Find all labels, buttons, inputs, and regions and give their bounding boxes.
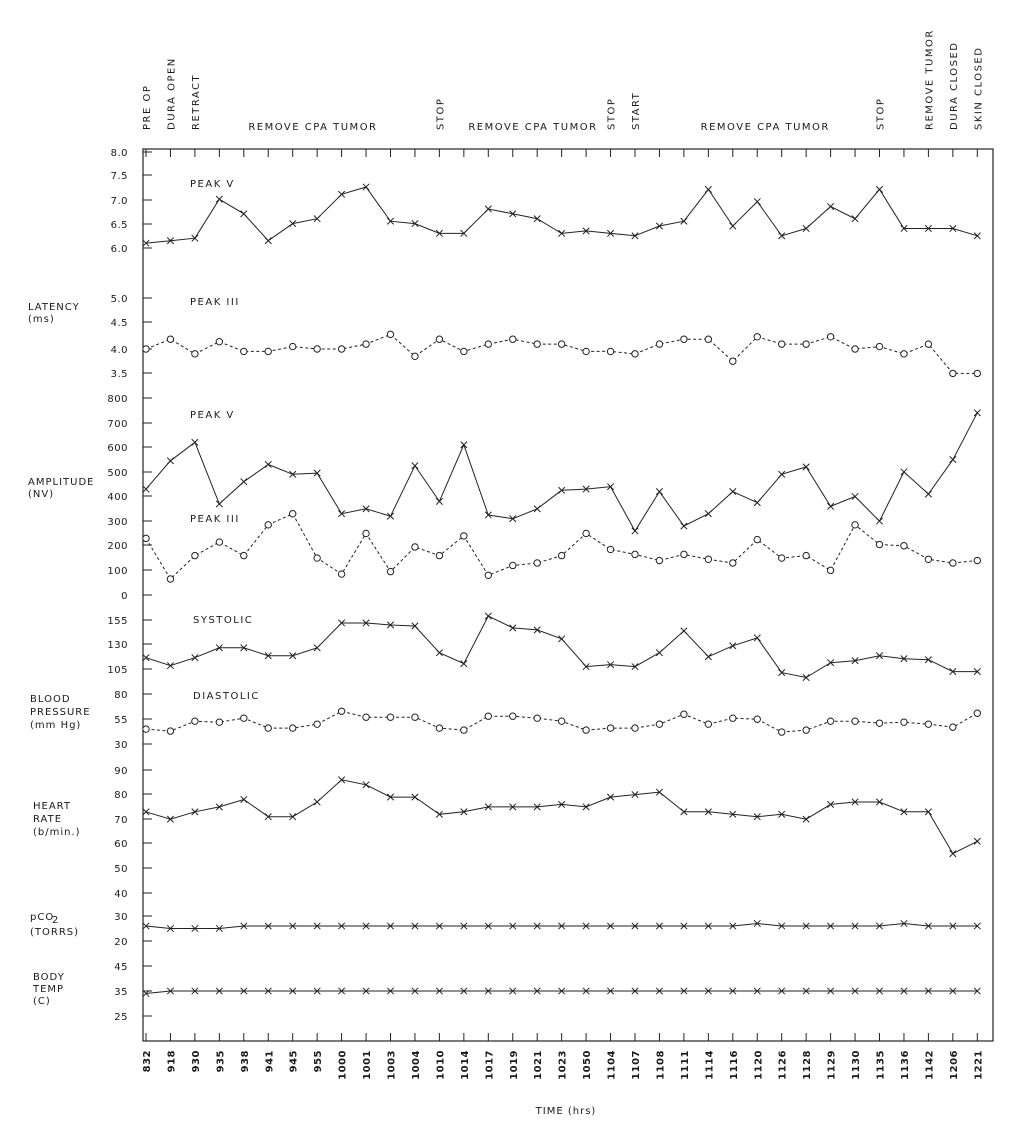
y-tick-label: 7.0 <box>110 196 128 207</box>
data-point-latency-1 <box>803 341 809 347</box>
x-tick-label: 1130 <box>851 1050 863 1080</box>
data-point-bp-1 <box>925 721 931 727</box>
data-point-latency-1 <box>265 348 271 354</box>
y-tick-label: 60 <box>114 839 128 850</box>
data-point-bp-1 <box>607 725 613 731</box>
x-tick-label: 1221 <box>973 1050 985 1080</box>
y-tick-label: 55 <box>114 715 128 726</box>
data-point-amplitude-1 <box>730 560 736 566</box>
data-point-amplitude-1 <box>363 530 369 536</box>
x-tick-label: 941 <box>264 1050 276 1073</box>
data-point-amplitude-1 <box>803 552 809 558</box>
data-point-latency-1 <box>632 351 638 357</box>
data-point-bp-1 <box>534 715 540 721</box>
y-tick-label: 70 <box>114 815 128 826</box>
x-tick-label: 945 <box>288 1050 300 1073</box>
series-label-amplitude-1: PEAK III <box>190 514 240 525</box>
x-tick-label: 1104 <box>606 1050 618 1080</box>
data-point-amplitude-1 <box>461 533 467 539</box>
x-tick-label: 1010 <box>435 1050 447 1080</box>
data-point-latency-1 <box>216 338 222 344</box>
event-label: SKIN CLOSED <box>973 46 985 130</box>
x-tick-label: 938 <box>239 1050 251 1073</box>
data-point-bp-1 <box>730 715 736 721</box>
y-tick-label: 155 <box>107 616 128 627</box>
x-tick-label: 1023 <box>557 1050 569 1080</box>
data-point-bp-1 <box>485 713 491 719</box>
y-axis-title-temp: TEMP <box>33 984 65 995</box>
event-label: REMOVE TUMOR <box>924 29 936 130</box>
data-point-bp-1 <box>436 725 442 731</box>
event-label: REMOVE CPA TUMOR <box>700 122 830 133</box>
data-point-bp-1 <box>876 720 882 726</box>
event-label: DURA OPEN <box>166 57 178 130</box>
y-tick-label: 6.5 <box>110 220 128 231</box>
y-tick-label: 300 <box>107 517 128 528</box>
event-label: STOP <box>875 97 887 130</box>
data-point-amplitude-1 <box>974 557 980 563</box>
data-point-bp-1 <box>290 725 296 731</box>
data-point-bp-1 <box>510 713 516 719</box>
data-point-amplitude-1 <box>901 543 907 549</box>
y-tick-label: 30 <box>114 740 128 751</box>
data-point-bp-1 <box>143 726 149 732</box>
y-tick-label: 80 <box>114 690 128 701</box>
event-label: RETRACT <box>190 73 202 130</box>
y-tick-label: 100 <box>107 566 128 577</box>
data-point-latency-1 <box>705 336 711 342</box>
data-point-amplitude-1 <box>485 572 491 578</box>
data-point-bp-1 <box>265 725 271 731</box>
data-point-amplitude-1 <box>876 541 882 547</box>
x-tick-label: 1126 <box>777 1050 789 1080</box>
y-tick-label: 700 <box>107 419 128 430</box>
y-tick-label: 25 <box>114 1012 128 1023</box>
x-tick-label: 1021 <box>533 1050 545 1080</box>
data-point-amplitude-1 <box>583 530 589 536</box>
event-label: START <box>631 91 642 130</box>
data-point-amplitude-1 <box>290 511 296 517</box>
x-tick-label: 1128 <box>802 1050 814 1080</box>
event-label: STOP <box>606 97 618 130</box>
y-axis-title-pco2: 2 <box>52 915 60 926</box>
y-tick-label: 3.5 <box>110 369 128 380</box>
data-point-latency-1 <box>558 341 564 347</box>
y-axis-title-temp: (C) <box>33 996 51 1007</box>
data-point-bp-1 <box>558 718 564 724</box>
x-tick-label: 1019 <box>508 1050 520 1080</box>
event-label: REMOVE CPA TUMOR <box>248 122 378 133</box>
data-point-latency-1 <box>314 346 320 352</box>
x-tick-label: 1114 <box>704 1050 716 1080</box>
y-tick-label: 400 <box>107 492 128 503</box>
data-point-amplitude-1 <box>338 571 344 577</box>
data-point-amplitude-1 <box>436 552 442 558</box>
data-point-latency-1 <box>436 336 442 342</box>
data-point-amplitude-1 <box>241 552 247 558</box>
data-point-amplitude-1 <box>632 551 638 557</box>
event-label: DURA CLOSED <box>948 41 960 130</box>
data-point-bp-1 <box>167 728 173 734</box>
data-point-amplitude-1 <box>681 551 687 557</box>
y-tick-label: 90 <box>114 766 128 777</box>
data-point-bp-1 <box>241 715 247 721</box>
data-point-bp-1 <box>363 714 369 720</box>
data-point-latency-1 <box>754 334 760 340</box>
x-tick-label: 1050 <box>582 1050 594 1080</box>
x-tick-label: 1135 <box>875 1050 887 1080</box>
data-point-bp-1 <box>974 710 980 716</box>
data-point-bp-1 <box>656 721 662 727</box>
data-point-latency-1 <box>730 358 736 364</box>
data-point-amplitude-1 <box>192 552 198 558</box>
data-point-bp-1 <box>192 718 198 724</box>
x-tick-label: 1000 <box>337 1050 349 1080</box>
x-tick-label: 955 <box>313 1050 325 1073</box>
data-point-amplitude-1 <box>950 560 956 566</box>
data-point-amplitude-1 <box>607 546 613 552</box>
data-point-latency-1 <box>143 346 149 352</box>
data-point-amplitude-1 <box>216 539 222 545</box>
series-label-latency-0: PEAK V <box>190 179 235 190</box>
data-point-latency-1 <box>779 341 785 347</box>
x-tick-label: 832 <box>142 1050 153 1073</box>
data-point-bp-1 <box>216 719 222 725</box>
data-point-bp-1 <box>827 718 833 724</box>
data-point-latency-1 <box>363 341 369 347</box>
y-tick-label: 200 <box>107 541 128 552</box>
data-point-latency-1 <box>290 343 296 349</box>
y-axis-title-temp: BODY <box>33 972 65 983</box>
data-point-latency-1 <box>412 353 418 359</box>
event-label: REMOVE CPA TUMOR <box>468 122 598 133</box>
data-point-latency-1 <box>583 348 589 354</box>
x-tick-label: 1014 <box>459 1050 471 1080</box>
data-point-amplitude-1 <box>925 556 931 562</box>
y-tick-label: 800 <box>107 394 128 405</box>
series-label-latency-1: PEAK III <box>190 297 240 308</box>
data-point-latency-1 <box>852 346 858 352</box>
data-point-amplitude-1 <box>412 544 418 550</box>
series-label-bp-1: DIASTOLIC <box>193 691 260 702</box>
data-point-amplitude-1 <box>265 522 271 528</box>
data-point-bp-1 <box>705 721 711 727</box>
x-tick-label: 1136 <box>899 1050 911 1080</box>
y-tick-label: 80 <box>114 790 128 801</box>
y-axis-title-pco2: pCO <box>30 912 55 923</box>
event-label: PRE OP <box>142 84 153 130</box>
y-tick-label: 45 <box>114 962 128 973</box>
y-tick-label: 20 <box>114 937 128 948</box>
data-point-amplitude-1 <box>754 536 760 542</box>
data-point-bp-1 <box>950 724 956 730</box>
data-point-amplitude-1 <box>314 555 320 561</box>
x-tick-label: 1206 <box>948 1050 960 1080</box>
data-point-amplitude-1 <box>167 576 173 582</box>
data-point-bp-1 <box>461 727 467 733</box>
data-point-bp-1 <box>583 727 589 733</box>
data-point-bp-1 <box>338 708 344 714</box>
data-point-latency-1 <box>241 348 247 354</box>
data-point-latency-1 <box>681 336 687 342</box>
y-axis-title-bp: BLOOD <box>30 694 71 705</box>
data-point-latency-1 <box>607 348 613 354</box>
data-point-latency-1 <box>192 351 198 357</box>
x-tick-label: 1107 <box>631 1050 642 1080</box>
data-point-amplitude-1 <box>534 560 540 566</box>
y-axis-title-bp: PRESSURE <box>30 707 91 718</box>
data-point-bp-1 <box>803 727 809 733</box>
x-tick-label: 1003 <box>386 1050 398 1080</box>
x-tick-label: 1001 <box>362 1050 374 1080</box>
x-tick-label: 1129 <box>826 1050 838 1080</box>
data-point-latency-1 <box>387 331 393 337</box>
data-point-latency-1 <box>485 341 491 347</box>
y-tick-label: 4.0 <box>110 345 128 356</box>
data-point-amplitude-1 <box>558 552 564 558</box>
y-axis-title-bp: (mm Hg) <box>30 720 82 731</box>
data-point-latency-1 <box>950 370 956 376</box>
y-axis-title-hr: (b/min.) <box>33 827 81 838</box>
y-tick-label: 7.5 <box>110 171 128 182</box>
y-axis-title-hr: HEART <box>33 801 72 812</box>
y-tick-label: 600 <box>107 443 128 454</box>
data-point-latency-1 <box>338 346 344 352</box>
x-tick-label: 930 <box>190 1050 202 1073</box>
x-tick-label: 1120 <box>753 1050 765 1080</box>
data-point-bp-1 <box>754 716 760 722</box>
x-tick-label: 918 <box>166 1050 178 1073</box>
y-axis-title-hr: RATE <box>33 814 63 825</box>
x-tick-label: 1017 <box>484 1050 496 1080</box>
data-point-amplitude-1 <box>779 555 785 561</box>
series-label-bp-0: SYSTOLIC <box>193 615 254 626</box>
data-point-bp-1 <box>901 719 907 725</box>
y-axis-title-amplitude: (NV) <box>28 489 55 500</box>
data-point-latency-1 <box>974 370 980 376</box>
data-point-latency-1 <box>510 336 516 342</box>
data-point-latency-1 <box>167 336 173 342</box>
x-axis-title: TIME (hrs) <box>535 1106 597 1117</box>
data-point-bp-1 <box>412 714 418 720</box>
data-point-latency-1 <box>461 348 467 354</box>
y-tick-label: 50 <box>114 864 128 875</box>
event-label: STOP <box>435 97 447 130</box>
data-point-bp-1 <box>387 714 393 720</box>
x-tick-label: 1108 <box>655 1050 667 1080</box>
x-tick-label: 935 <box>215 1050 227 1073</box>
data-point-latency-1 <box>876 343 882 349</box>
data-point-bp-1 <box>681 711 687 717</box>
data-point-amplitude-1 <box>656 557 662 563</box>
y-tick-label: 4.5 <box>110 318 128 329</box>
x-tick-label: 1004 <box>410 1050 422 1080</box>
y-tick-label: 6.0 <box>110 244 128 255</box>
y-axis-title-pco2: (TORRS) <box>30 927 80 938</box>
y-tick-label: 130 <box>107 640 128 651</box>
data-point-latency-1 <box>656 341 662 347</box>
data-point-latency-1 <box>827 334 833 340</box>
x-tick-label: 1142 <box>924 1050 936 1080</box>
data-point-amplitude-1 <box>827 567 833 573</box>
y-tick-label: 35 <box>114 987 128 998</box>
x-tick-label: 1116 <box>728 1050 740 1080</box>
data-point-bp-1 <box>632 725 638 731</box>
y-tick-label: 500 <box>107 468 128 479</box>
data-point-bp-1 <box>852 718 858 724</box>
y-tick-label: 8.0 <box>110 148 128 159</box>
y-tick-label: 30 <box>114 912 128 923</box>
data-point-amplitude-1 <box>387 568 393 574</box>
data-point-amplitude-1 <box>143 535 149 541</box>
y-tick-label: 0 <box>121 591 128 602</box>
data-point-amplitude-1 <box>510 562 516 568</box>
data-point-latency-1 <box>901 351 907 357</box>
y-axis-title-latency: (ms) <box>28 314 55 325</box>
data-point-amplitude-1 <box>705 556 711 562</box>
x-tick-label: 1111 <box>679 1050 691 1080</box>
data-point-bp-1 <box>314 721 320 727</box>
data-point-latency-1 <box>925 341 931 347</box>
y-tick-label: 5.0 <box>110 294 128 305</box>
y-tick-label: 40 <box>114 889 128 900</box>
series-label-amplitude-0: PEAK V <box>190 410 235 421</box>
data-point-bp-1 <box>779 729 785 735</box>
y-tick-label: 105 <box>107 665 128 676</box>
y-axis-title-amplitude: AMPLITUDE <box>28 477 95 488</box>
y-axis-title-latency: LATENCY <box>28 302 80 313</box>
data-point-amplitude-1 <box>852 522 858 528</box>
data-point-latency-1 <box>534 341 540 347</box>
